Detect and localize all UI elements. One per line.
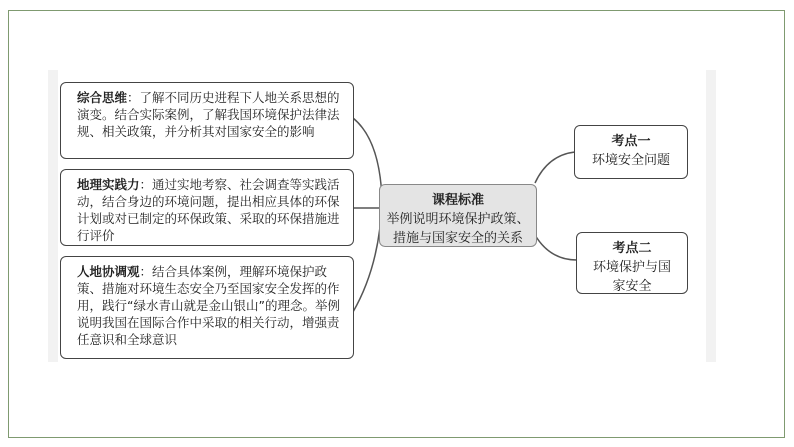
- node-heading: 人地协调观: [77, 264, 140, 279]
- node-text: ：结合具体案例，理解环境保护政策、措施对环境生态安全乃至国家安全发挥的作用，践行“绿水青山就是金山银山”的理念。举例说明我国在国际合作中采取的相关行动，增强责任意识和全球意识: [77, 264, 340, 347]
- mind-map-node-point-one: [574, 125, 688, 179]
- mind-map-node-comprehensive-thinking: [60, 82, 354, 159]
- node-heading: 综合思维: [77, 90, 128, 105]
- mind-map-node-geographic-practice: [60, 169, 354, 246]
- connector-right-bottom: [535, 235, 577, 260]
- point-title: 考点二: [612, 241, 652, 256]
- center-text: 举例说明环境保护政策、措施与国家安全的关系: [386, 212, 530, 246]
- node-heading: 地理实践力: [77, 177, 140, 192]
- node-text: ：了解不同历史进程下人地关系思想的演变。结合实际案例，了解我国环境保护法律法规、相关政策，并分析其对国家安全的影响: [77, 90, 340, 139]
- connector-left: [353, 118, 382, 312]
- point-title: 考点一: [611, 134, 651, 149]
- node-text: ：通过实地考察、社会调查等实践活动，结合身边的环境问题，提出相应具体的环保计划或对已制定的环保政策、采取的环保措施进行评价: [77, 177, 340, 243]
- mind-map-node-human-land-coordination: [60, 256, 354, 359]
- point-text: 环境安全问题: [591, 153, 670, 168]
- center-title: 课程标准: [431, 193, 484, 208]
- point-text: 环境保护与国家安全: [592, 260, 671, 294]
- mind-map-center-node: [379, 184, 537, 247]
- mind-map-node-point-two: [576, 232, 688, 294]
- connector-right-top: [535, 152, 575, 183]
